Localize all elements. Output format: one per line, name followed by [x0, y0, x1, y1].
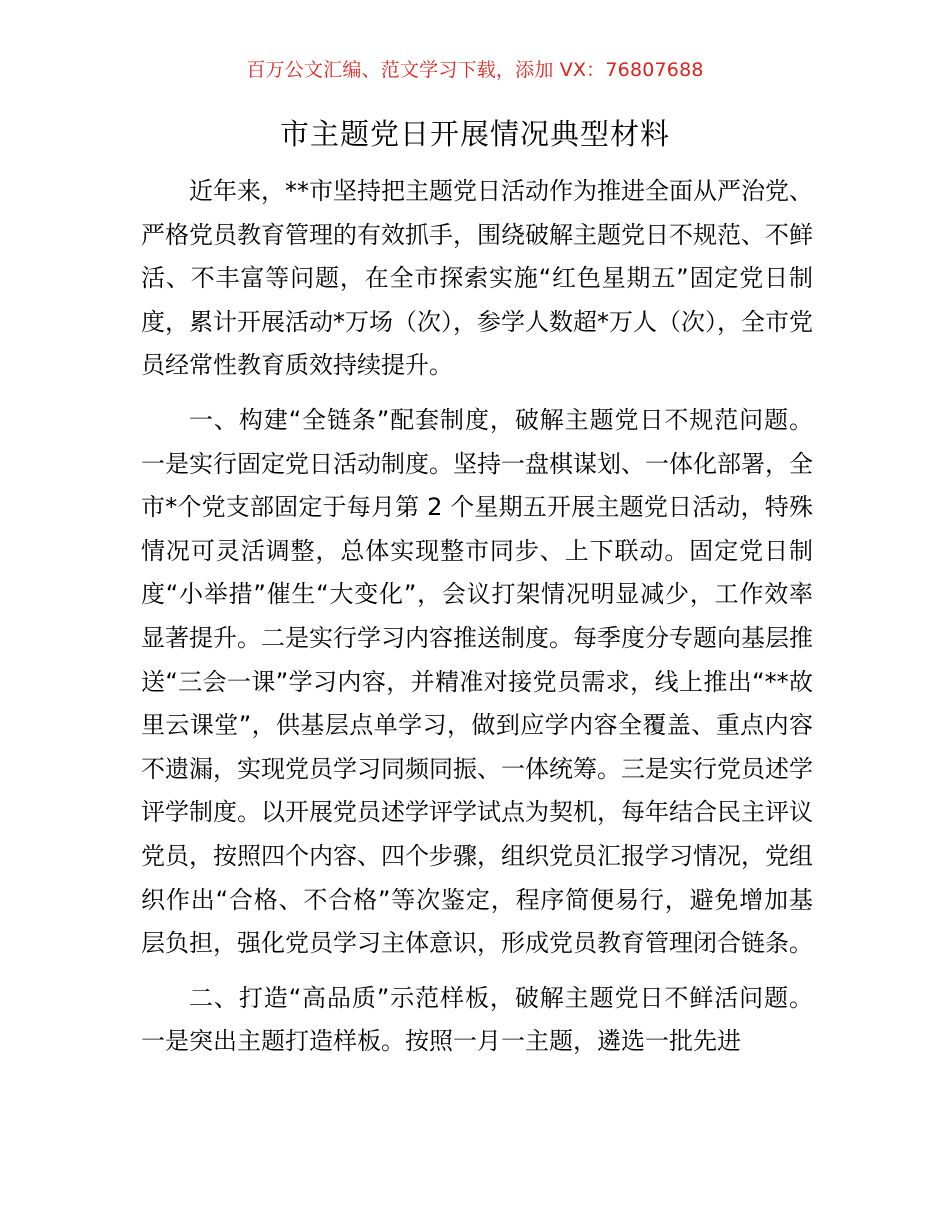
paragraph-section-two: 二、打造“高品质”示范样板，破解主题党日不鲜活问题。一是突出主题打造样板。按照一月一主题，遴选一批先进: [141, 983, 813, 1056]
watermark-banner: 百万公文汇编、范文学习下载，添加 VX：76807688: [246, 59, 704, 81]
document-body: [141, 170, 813, 1064]
paragraph-section-one: 一、构建“全链条”配套制度，破解主题党日不规范问题。一是实行固定党日活动制度。坚持一盘棋谋划、一体化部署，全市*个党支部固定于每月第 2 个星期五开展主题党日活动，特殊情况可灵活调整，总体实现整市同步、上下联动。固定党日制度“小举措”催生“大变化”，会议打架情况明显减少，工作效率显著提升。二是实行学习内容推送制度。每季度分专题向基层推送“三会一课”学习内容，并精准对接党员需求，线上推出“**故里云课堂”，供基层点单学习，做到应学内容全覆盖、重点内容不遗漏，实现党员学习同频同振、一体统筹。三是实行党员述学评学制度。以开展党员述学评学试点为契机，每年结合民主评议党员，按照四个内容、四个步骤，组织党员汇报学习情况，党组织作出“合格、不合格”等次鉴定，程序简便易行，避免增加基层负担，强化党员学习主体意识，形成党员教育管理闭合链条。: [141, 405, 813, 958]
paragraph-intro: 近年来，**市坚持把主题党日活动作为推进全面从严治党、严格党员教育管理的有效抓手，围绕破解主题党日不规范、不鲜活、不丰富等问题，在全市探索实施“红色星期五”固定党日制度，累计开展活动*万场（次），参学人数超*万人（次），全市党员经常性教育质效持续提升。: [141, 177, 813, 380]
document-title: 市主题党日开展情况典型材料: [279, 117, 670, 151]
